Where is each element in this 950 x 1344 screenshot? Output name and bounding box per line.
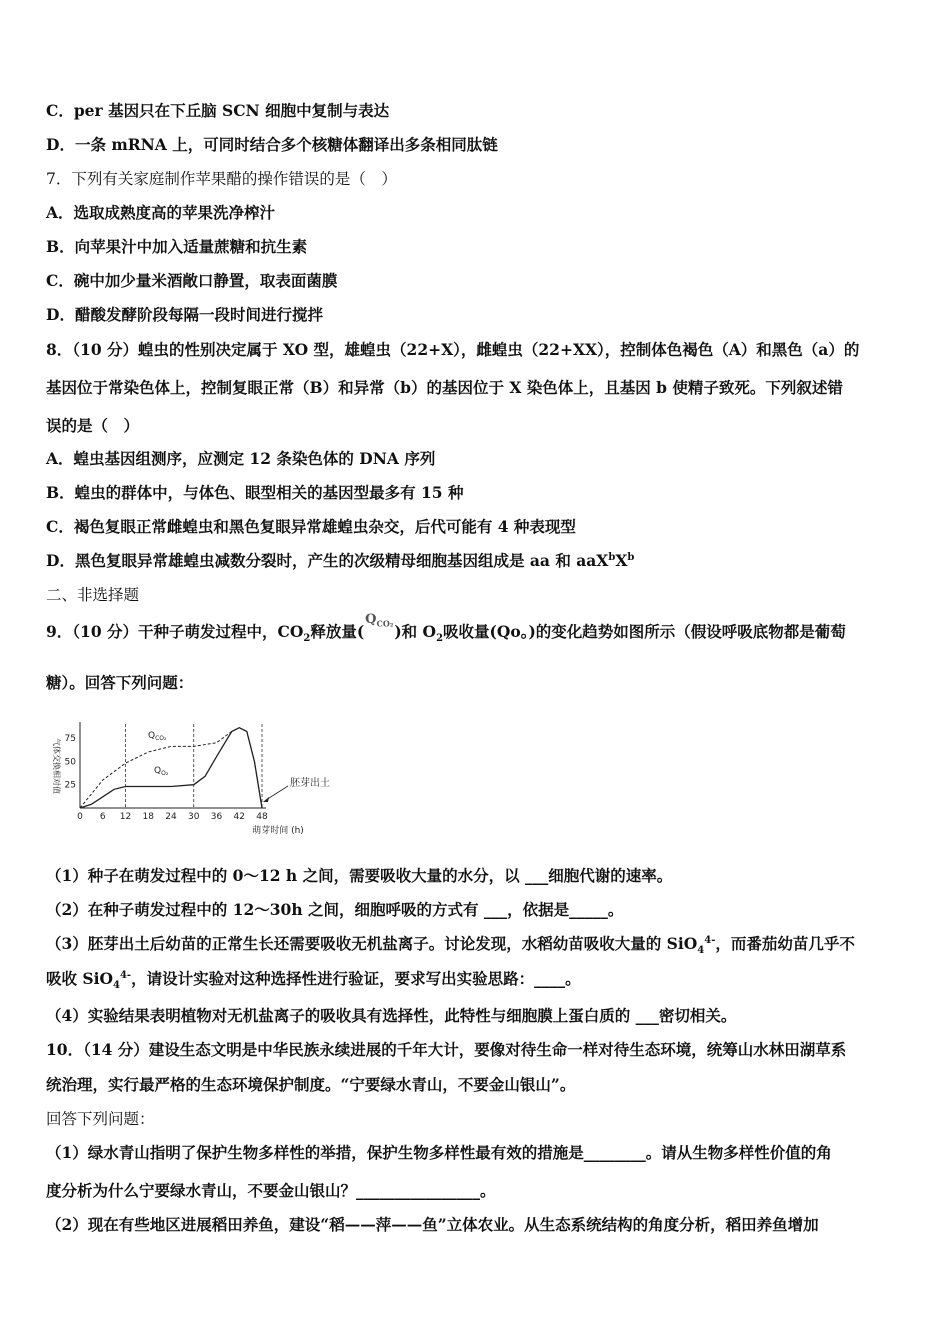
chart-axes [80,722,266,808]
question-10-stem-line2: 统治理，实行最严格的生态环境保护制度。“宁要绿水青山，不要金山银山”。 [46,1075,576,1094]
x-tick-label: 30 [188,812,200,822]
series-line-1 [80,728,262,808]
question-7-stem: 7．下列有关家庭制作苹果醋的操作错误的是（ ） [46,170,397,188]
annotation-arrow-line [266,786,288,800]
option-c-q6: C．per 基因只在下丘脑 SCN 细胞中复制与表达 [46,101,390,120]
question-8-stem-line2: 基因位于常染色体上，控制复眼正常（B）和异常（b）的基因位于 X 染色体上，且基因 b 使精子致死。下列叙述错 [46,378,843,397]
question-10-part1-line1: （1）绿水青山指明了保护生物多样性的举措，保护生物多样性最有效的措施是________。请从生物多样性价值的角 [46,1143,832,1162]
option-c-q8: C．褐色复眼正常雌蝗虫和黑色复眼异常雄蝗虫杂交，后代可能有 4 种表现型 [46,517,576,536]
chart-series [80,728,262,808]
chart-labels [52,731,330,836]
option-d-q6: D．一条 mRNA 上，可同时结合多个核糖体翻译出多条相同肽链 [46,135,498,154]
question-10-stem-line1: 10．（14 分）建设生态文明是中华民族永续进展的千年大计，要像对待生命一样对待生态环境，统筹山水林田湖草系 [46,1040,847,1059]
question-9-stem-line1: 9．（10 分）干种子萌发过程中，$CO_2$释放量$(Q_{CO_2})$和 $O_2$吸收量(Qo。)的变化趋势如图所示（假设呼吸底物都是葡萄 [46,612,846,645]
question-8-stem-line3: 误的是（ ） [46,416,140,435]
x-tick-label: 48 [256,812,268,822]
option-d-q8: D．黑色复眼异常雄蝗虫减数分裂时，产生的次级精母细胞基因组成是 aa 和 $aaX^bX^b$ [46,551,635,570]
option-c-q7: C．碗中加少量米酒敞口静置，取表面菌膜 [46,271,338,290]
question-9-part3-line1: （3）胚芽出土后幼苗的正常生长还需要吸收无机盐离子。讨论发现，水稻幼苗吸收大量的 SiO$_4^{4-}$，而番茄幼苗几乎不 [46,934,855,957]
y-tick-label: 75 [64,734,76,744]
section-heading-non-choice: 二、非选择题 [46,586,140,604]
x-tick-label: 36 [210,812,223,822]
y-tick-label: 25 [64,780,76,791]
question-9-part3-line2: 吸收 SiO$_4^{4-}$，请设计实验对这种选择性进行验证，要求写出实验思路：____。 [46,969,581,992]
option-b-q7: B．向苹果汁中加入适量蔗糖和抗生素 [46,237,308,256]
option-d-q7: D．醋酸发酵阶段每隔一段时间进行搅拌 [46,305,323,324]
annotation-label: 胚芽出土 [290,778,330,789]
y-tick-label: 50 [64,757,76,768]
option-a-q8: A．蝗虫基因组测序，应测定 12 条染色体的 DNA 序列 [46,449,436,468]
question-8-stem-line1: 8．（10 分）蝗虫的性别决定属于 XO 型，雄蝗虫（22+X），雌蝗虫（22+XX），控制体色褐色（A）和黑色（a）的 [46,340,860,359]
annotation-arrow-head [263,797,269,802]
y-axis-label: 气体交换相对值 [52,738,61,794]
gas-exchange-chart [44,716,344,842]
x-tick-label: 42 [233,812,245,822]
question-9-part2: （2）在种子萌发过程中的 12～30h 之间，细胞呼吸的方式有 ___，依据是_____。 [46,900,624,919]
series-line-0 [80,728,262,808]
series-label-1: $Q_{O_2}$ [154,766,169,777]
question-10-part1-line2: 度分析为什么宁要绿水青山，不要金山银山？________________。 [46,1181,496,1200]
x-tick-label: 0 [77,812,83,822]
option-b-q8: B．蝗虫的群体中，与体色、眼型相关的基因型最多有 15 种 [46,483,464,502]
option-a-q7: A．选取成熟度高的苹果洗净榨汁 [46,203,276,222]
series-label-0: $Q_{CO_2}$ [148,731,167,742]
x-tick-label: 6 [99,812,106,822]
x-tick-label: 12 [119,812,132,822]
x-axis-label: 萌芽时间 (h) [252,826,304,836]
question-9-part1: （1）种子在萌发过程中的 0～12 h 之间，需要吸收大量的水分，以 ___细胞代谢的速率。 [46,866,673,885]
question-9-part4: （4）实验结果表明植物对无机盐离子的吸收具有选择性，此特性与细胞膜上蛋白质的 ___密切相关。 [46,1006,737,1025]
question-10-prompt: 回答下列问题： [46,1110,155,1128]
x-tick-label: 24 [165,812,177,822]
question-9-stem-line2: 糖）。回答下列问题： [46,673,194,692]
question-10-part2-line1: （2）现在有些地区进展稻田养鱼，建设“稻——萍——鱼”立体农业。从生态系统结构的角度分析，稻田养鱼增加 [46,1215,819,1234]
x-tick-label: 18 [142,812,154,822]
q-co2-symbol: $Q_{CO_2}$ [365,612,394,629]
